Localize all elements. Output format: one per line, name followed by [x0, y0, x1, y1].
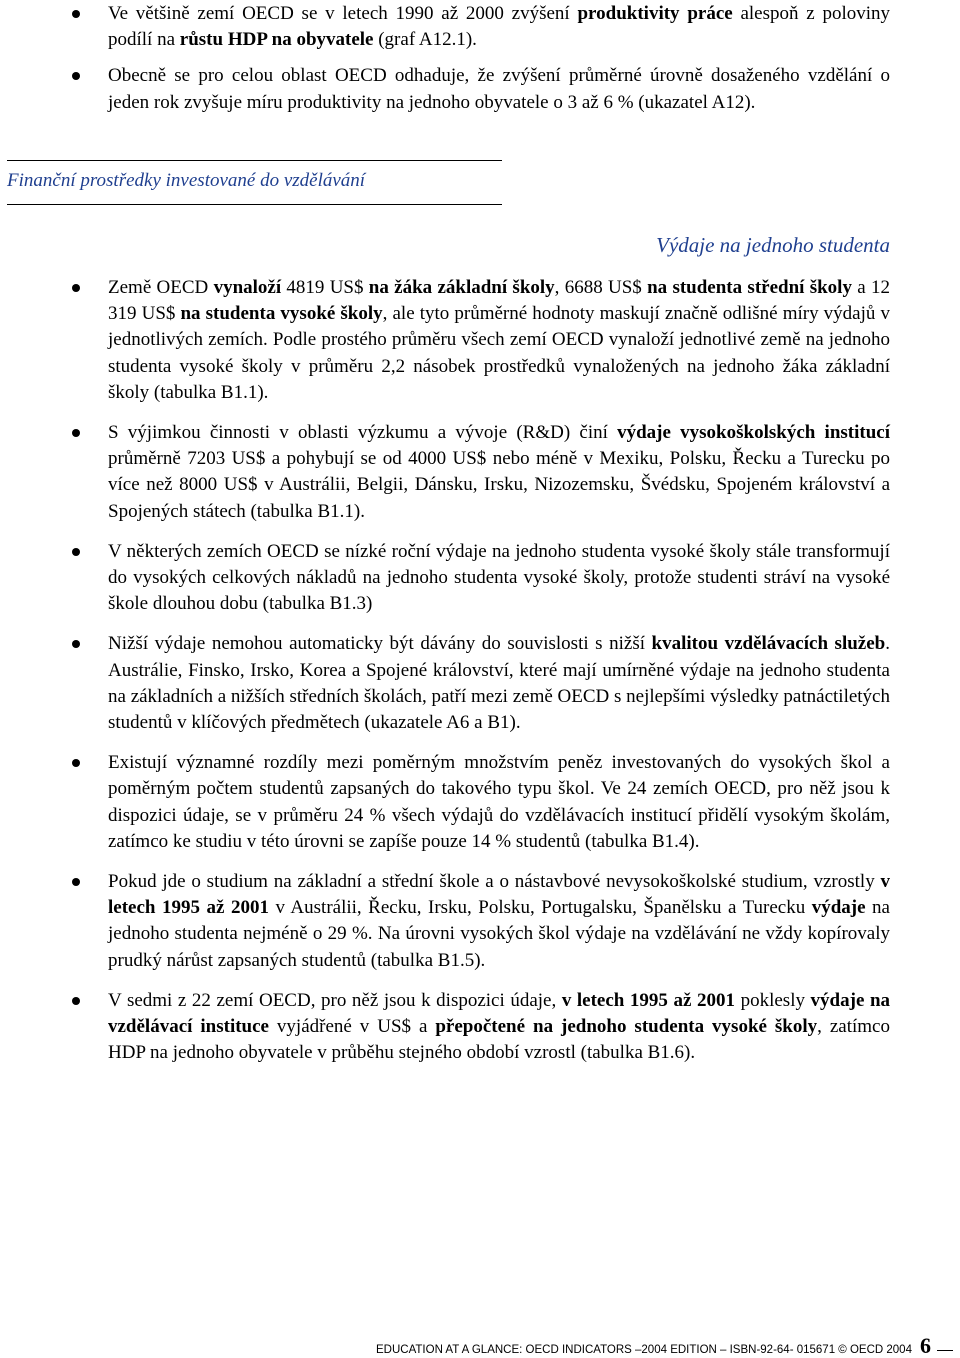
bold-text-segment: v letech 1995 až 2001 [561, 989, 736, 1011]
bullet-text [108, 422, 890, 522]
list-item [0, 420, 960, 525]
text-segment: a 12 319 US$ [108, 277, 890, 325]
list-item [0, 750, 960, 855]
bullet-icon [72, 10, 80, 18]
text-segment: Existují významné rozdíly mezi poměrným množstvím peněz investovaných do vysokých škol a poměrným počtem studentů zapsaných do takového typu škol. Ve 24 zemích OECD, pro něž jsou k dispozici údaje, se v průměru 24 % všech výdajů do vzdělávacích institucí přidělí vysokým školám, zatímco ke studiu v této úrovni se zapíše pouze 14 % studentů (tabulka B1.4). [108, 752, 890, 852]
bullet-icon [72, 640, 80, 648]
bold-text-segment: v letech 1995 až 2001 [108, 871, 890, 919]
bold-text-segment: na studenta střední školy [647, 277, 852, 298]
text-segment: Nižší výdaje nemohou automaticky být dávány do souvislosti s nižší [108, 633, 652, 655]
bold-text-segment: na žáka základní školy [368, 277, 555, 298]
bullet-icon [72, 284, 80, 292]
text-segment: vyjádřené v US$ a [268, 1016, 436, 1038]
section-title: Finanční prostředky investované do vzdělávání [7, 170, 366, 191]
bold-text-segment: kvalitou vzdělávacích služeb [651, 633, 886, 655]
text-segment: S výjimkou činnosti v oblasti výzkumu a vývoje (R&D) činí [108, 422, 618, 444]
heading-rule-bottom [7, 204, 502, 205]
list-item [0, 539, 960, 618]
bullet-text [108, 541, 890, 614]
list-item [0, 631, 960, 736]
list-item [0, 869, 960, 974]
bold-text-segment: přepočtené na jednoho studenta vysoké školy [435, 1016, 818, 1038]
text-segment: , zatímco HDP na jednoho obyvatele v průběhu stejného období vzrostl (tabulka B1.6). [108, 1016, 890, 1064]
text-segment: Obecně se pro celou oblast OECD odhaduje, že zvýšení průměrné úrovně dosaženého vzdělání o jeden rok zvyšuje míru produktivity na jednoho obyvatele o 3 až 6 % (ukazatel A12). [108, 65, 890, 113]
bullet-text [108, 752, 890, 852]
text-segment: , 6688 US$ [554, 277, 648, 298]
text-segment: 4819 US$ [281, 277, 369, 298]
main-bullet-list [0, 275, 960, 1080]
text-segment: (graf A12.1). [373, 29, 477, 51]
bold-text-segment: vynaloží [213, 277, 282, 298]
page-number: 6 [919, 1333, 931, 1358]
bold-text-segment: produktivity práce [577, 3, 733, 24]
bullet-icon [72, 429, 80, 437]
text-segment: v Austrálii, Řecku, Irsku, Polsku, Portugalsku, Španělsku a Turecku [268, 897, 812, 919]
bullet-text [108, 65, 890, 112]
bullet-text [108, 3, 890, 50]
list-item [0, 988, 960, 1067]
bullet-text [108, 990, 890, 1063]
text-segment: alespoň z poloviny podílí na [108, 3, 891, 51]
section-subtitle: Výdaje na jednoho studenta [656, 233, 890, 257]
bold-text-segment: výdaje [811, 897, 866, 919]
bullet-text [108, 871, 890, 971]
list-item [0, 63, 960, 115]
text-segment: Země OECD [108, 277, 214, 298]
page-footer [376, 1333, 953, 1358]
bullet-text [108, 633, 890, 733]
bullet-icon [72, 997, 80, 1005]
bullet-icon [72, 759, 80, 767]
bullet-icon [72, 72, 80, 80]
text-segment: V sedmi z 22 zemí OECD, pro něž jsou k dispozici údaje, [108, 989, 562, 1011]
bold-text-segment: růstu HDP na obyvatele [179, 29, 374, 51]
text-segment: Pokud jde o studium na základní a střední škole a o nástavbové nevysokoškolské studium, vzrostly [108, 871, 881, 893]
text-segment: V některých zemích OECD se nízké roční výdaje na jednoho studenta vysoké školy stále transformují do vysokých celkových nákladů na jednoho studenta vysoké školy, protože studenti stráví na vysoké škole dlouhou dobu (tabulka B1.3) [108, 540, 890, 615]
section-heading [7, 160, 502, 205]
list-item [0, 1, 960, 53]
text-segment: průměrně 7203 US$ a pohybují se od 4000 US$ nebo méně v Mexiku, Polsku, Řecku a Turecku po více než 8000 US$ v Austrálii, Belgii, Dánsku, Irsku, Nizozemsku, Švédsku, Spojeném království a Spojených státech (tabulka B1.1). [108, 448, 890, 522]
top-bullet-list [0, 1, 960, 126]
bold-text-segment: na studenta vysoké školy [180, 303, 383, 325]
text-segment: Ve většině zemí OECD se v letech 1990 až 2000 zvýšení [108, 3, 578, 24]
footer-text: EDUCATION AT A GLANCE: OECD INDICATORS –2004 EDITION – ISBN-92-64- 015671 © OECD 2004 [376, 1344, 912, 1356]
bullet-text [108, 277, 890, 403]
bold-text-segment: výdaje vysokoškolských institucí [617, 422, 890, 444]
text-segment: poklesly [735, 989, 811, 1011]
footer-dash [937, 1350, 953, 1351]
text-segment: . Austrálie, Finsko, Irsko, Korea a Spojené království, které mají umírněné výdaje na jednoho studenta na základních a nižších středních školách, patří mezi země OECD s nejlepšími výsledky patnáctiletých studentů v klíčových předmětech (ukazatele A6 a B1). [108, 633, 890, 734]
bullet-icon [72, 878, 80, 886]
text-segment: na jednoho studenta nejméně o 29 %. Na úrovni vysokých škol výdaje na vzdělávání ne vždy kopírovaly prudký nárůst zapsaných studentů (tabulka B1.5). [108, 897, 890, 971]
bold-text-segment: výdaje na vzdělávací instituce [108, 989, 891, 1038]
bullet-icon [72, 548, 80, 556]
list-item [0, 275, 960, 406]
text-segment: , ale tyto průměrné hodnoty maskují značně odlišné míry výdajů v jednotlivých zemích. Podle prostého průměru všech zemí OECD vynaloží jednotlivé země na jednoho studenta vysoké školy v průměru 2,2 násobek prostředků vynaložených na jednoho žáka základní školy (tabulka B1.1). [108, 303, 890, 403]
